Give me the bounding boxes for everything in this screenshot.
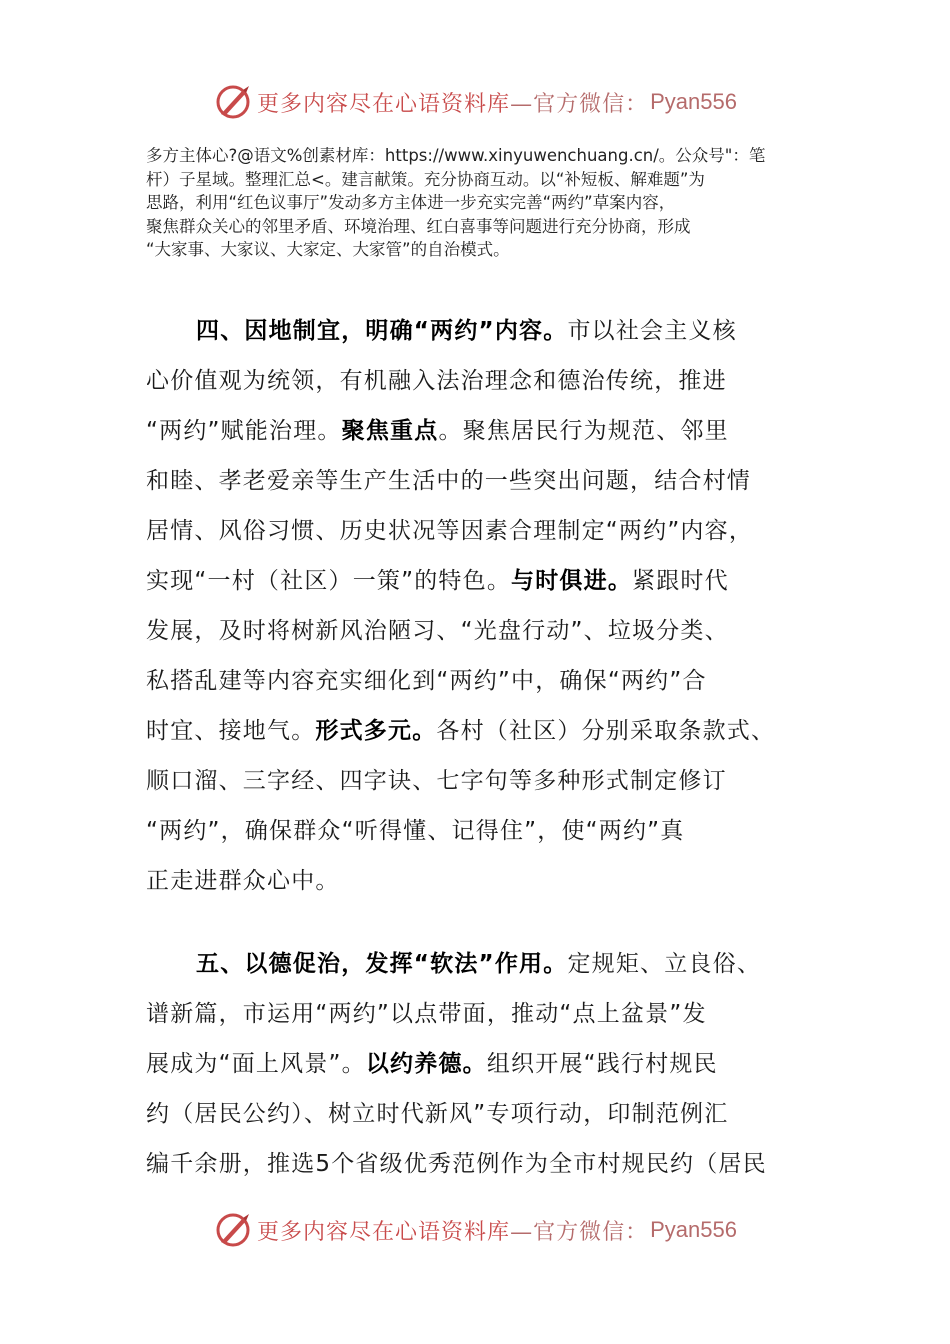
subheading: 形式多元。 [315,718,437,744]
paragraph-line: 时宜、接地气。形式多元。各村（社区）分别采取条款式、 [146,718,776,744]
section-heading: 四、因地制宜，明确“两约”内容。 [196,318,568,344]
paragraph-line: 私搭乱建等内容充实细化到“两约”中，确保“两约”合 [146,668,707,694]
banner-text: 更多内容尽在心语资料库 [257,91,511,117]
intro-line: “大家事、大家议、大家定、大家管”的自治模式。 [146,240,510,259]
paragraph-line: 发展，及时将树新风治陋习、“光盘行动”、垃圾分类、 [146,618,729,644]
subheading: 以约养德。 [365,1051,487,1077]
paragraph-line: 谱新篇，市运用“两约”以点带面，推动“点上盆景”发 [146,1001,707,1027]
paragraph-line: 编千余册，推选5个省级优秀范例作为全市村规民约（居民 [146,1151,767,1177]
banner-wechat-id: Pyan556 [650,1217,737,1242]
intro-paragraph [146,144,806,262]
intro-line: 杆）子星域。整理汇总<。建言献策。充分协商互动。以“补短板、解难题”为 [146,169,705,189]
quill-logo-icon [213,82,253,122]
section-4 [146,306,806,906]
paragraph-line: 实现“一村（社区）一策”的特色。与时俱进。紧跟时代 [146,568,729,594]
section-5 [146,939,806,1189]
paragraph-line: 展成为“面上风景”。以约养德。组织开展“践行村规民 [146,1051,718,1077]
paragraph-line: 顺口溜、三字经、四字诀、七字句等多种形式制定修订 [146,768,727,794]
intro-line: 多方主体心?@语文%创素材库：https://www.xinyuwenchuang.cn/。公众号"：笔 [146,146,766,165]
paragraph-line: 正走进群众心中。 [146,868,340,894]
header-banner [0,82,950,122]
section-heading: 五、以德促治，发挥“软法”作用。 [196,951,568,977]
paragraph-line: 四、因地制宜，明确“两约”内容。市以社会主义核 [196,318,737,344]
banner-suffix: —官方微信： [510,91,649,117]
banner-wechat-id: Pyan556 [650,89,737,114]
paragraph-line: 心价值观为统领，有机融入法治理念和德治传统，推进 [146,368,727,394]
intro-line: 思路，利用“红色议事厅”发动多方主体进一步充实完善“两约”草案内容， [146,193,676,212]
banner-suffix: —官方微信： [510,1219,649,1245]
subheading: 聚焦重点 [341,418,439,444]
paragraph-line: 五、以德促治，发挥“软法”作用。定规矩、立良俗、 [196,951,762,977]
banner-text: 更多内容尽在心语资料库 [257,1219,511,1245]
footer-banner [0,1210,950,1250]
subheading: 与时俱进。 [511,568,633,594]
paragraph-line: 和睦、孝老爱亲等生产生活中的一些突出问题，结合村情 [146,468,751,494]
paragraph-line: 居情、风俗习惯、历史状况等因素合理制定“两约”内容， [146,518,754,544]
intro-line: 聚焦群众关心的邻里矛盾、环境治理、红白喜事等问题进行充分协商，形成 [146,216,691,236]
quill-logo-icon [213,1210,253,1250]
paragraph-line: “两约”，确保群众“听得懂、记得住”，使“两约”真 [146,818,685,844]
paragraph-line: “两约”赋能治理。聚焦重点。聚焦居民行为规范、邻里 [146,418,729,444]
paragraph-line: 约（居民公约）、树立时代新风”专项行动，印制范例汇 [146,1101,729,1127]
